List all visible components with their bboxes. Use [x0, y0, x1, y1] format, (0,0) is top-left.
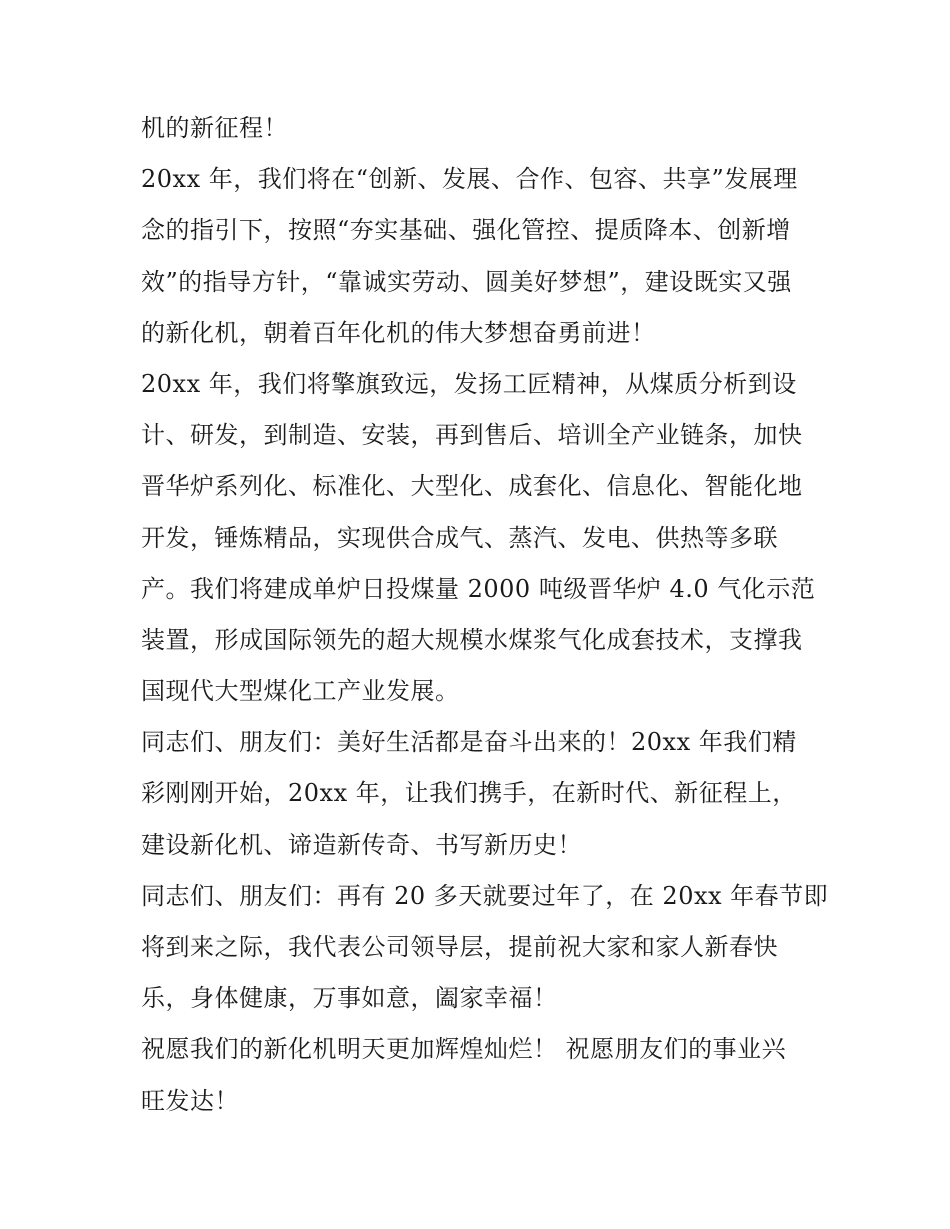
text-line: 晋华炉系列化、标准化、大型化、成套化、信息化、智能化地	[141, 472, 803, 501]
text-line: 乐，身体健康，万事如意，阖家幸福！	[141, 984, 558, 1013]
text-line: 计、研发，到制造、安装，再到售后、培训全产业链条，加快	[141, 421, 803, 450]
document-body-text	[141, 103, 829, 1127]
text-line: 念的指引下，按照“夯实基础、强化管控、提质降本、创新增	[141, 216, 791, 245]
text-line: 旺发达！	[141, 1086, 239, 1115]
text-line: 20xx 年，我们将在“创新、发展、合作、包容、共享”发展理	[141, 165, 798, 194]
text-line: 装置，形成国际领先的超大规模水煤浆气化成套技术，支撑我	[141, 625, 803, 654]
text-line: 将到来之际，我代表公司领导层，提前祝大家和家人新春快	[141, 933, 778, 961]
text-line: 的新化机，朝着百年化机的伟大梦想奋勇前进！	[141, 318, 656, 347]
text-line: 20xx 年，我们将擎旗致远，发扬工匠精神，从煤质分析到设	[141, 369, 797, 398]
text-line: 彩刚刚开始，20xx 年，让我们携手，在新时代、新征程上，	[141, 779, 797, 808]
text-line: 同志们、朋友们：再有 20 多天就要过年了，在 20xx 年春节即	[141, 881, 829, 910]
text-line: 同志们、朋友们：美好生活都是奋斗出来的！20xx 年我们精	[141, 728, 797, 757]
text-line: 国现代大型煤化工产业发展。	[141, 677, 460, 706]
text-line: 建设新化机、谛造新传奇、书写新历史！	[141, 830, 582, 859]
text-line: 祝愿我们的新化机明天更加辉煌灿烂！ 祝愿朋友们的事业兴	[141, 1035, 787, 1064]
text-line: 开发，锤炼精品，实现供合成气、蒸汽、发电、供热等多联	[141, 523, 778, 552]
text-line: 产。我们将建成单炉日投煤量 2000 吨级晋华炉 4.0 气化示范	[141, 574, 816, 603]
text-line: 效”的指导方针，“靠诚实劳动、圆美好梦想”，建设既实又强	[141, 267, 792, 296]
text-line: 机的新征程！	[141, 114, 288, 142]
